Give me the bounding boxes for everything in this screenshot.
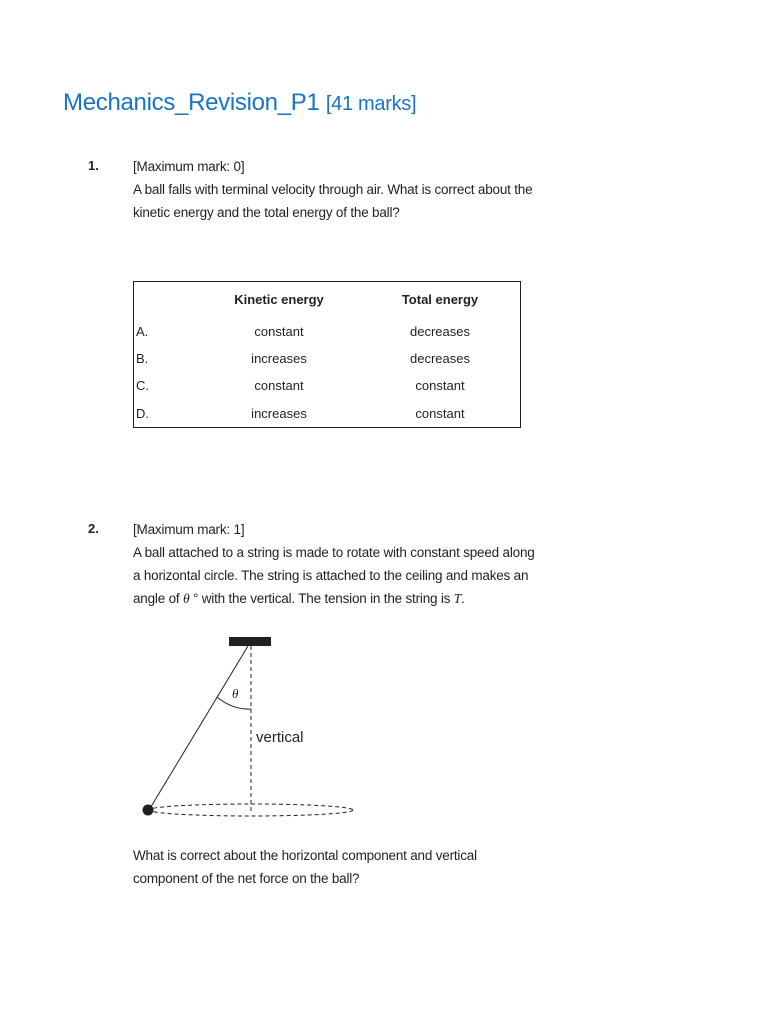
question-2-line-3 bbox=[133, 587, 593, 610]
option-c-row bbox=[134, 378, 520, 398]
option-total: constant bbox=[415, 406, 465, 421]
question-2-number: 2. bbox=[88, 521, 99, 536]
page-title bbox=[63, 89, 416, 117]
string-line bbox=[149, 646, 248, 810]
option-d-row bbox=[134, 406, 520, 426]
question-2-text bbox=[133, 518, 593, 610]
q2-text-fragment: angle of bbox=[133, 591, 183, 606]
question-1-line-1: A ball falls with terminal velocity through air. What is correct about the bbox=[133, 182, 533, 197]
document-title: Mechanics_Revision_P1 bbox=[63, 89, 320, 116]
header-kinetic-energy: Kinetic energy bbox=[234, 292, 324, 307]
theta-label: θ bbox=[232, 686, 239, 701]
question-2-followup-line-2: component of the net force on the ball? bbox=[133, 871, 360, 886]
question-1-number: 1. bbox=[88, 158, 99, 173]
option-kinetic: increases bbox=[251, 406, 307, 421]
question-2-followup bbox=[133, 844, 593, 890]
answer-table bbox=[133, 281, 521, 428]
conical-pendulum-figure bbox=[135, 630, 365, 830]
option-total: decreases bbox=[410, 351, 470, 366]
option-kinetic: increases bbox=[251, 351, 307, 366]
tension-symbol: T bbox=[453, 591, 462, 606]
ball bbox=[143, 805, 154, 816]
option-total: constant bbox=[415, 378, 465, 393]
vertical-label: vertical bbox=[256, 729, 304, 746]
question-2-line-2: a horizontal circle. The string is attached to the ceiling and makes an bbox=[133, 568, 529, 583]
option-b-row bbox=[134, 351, 520, 371]
question-1-max-mark: [Maximum mark: 0] bbox=[133, 159, 245, 174]
q2-text-fragment: ° with the vertical. The tension in the string is bbox=[189, 591, 454, 606]
option-a-row bbox=[134, 324, 520, 344]
q2-text-fragment: . bbox=[461, 591, 465, 606]
total-marks: [41 marks] bbox=[325, 93, 417, 115]
question-2-followup-line-1: What is correct about the horizontal component and vertical bbox=[133, 848, 477, 863]
header-total-energy: Total energy bbox=[401, 292, 479, 307]
option-letter: D. bbox=[136, 406, 149, 421]
ceiling-block bbox=[229, 637, 271, 646]
theta-symbol: θ bbox=[183, 591, 190, 606]
option-kinetic: constant bbox=[254, 378, 304, 393]
question-2-max-mark: [Maximum mark: 1] bbox=[133, 522, 245, 537]
option-letter: B. bbox=[136, 351, 149, 366]
option-total: decreases bbox=[410, 324, 470, 339]
question-1-text bbox=[133, 155, 593, 224]
option-letter: A. bbox=[136, 324, 149, 339]
question-2-line-1: A ball attached to a string is made to rotate with constant speed along bbox=[133, 545, 535, 560]
option-kinetic: constant bbox=[254, 324, 304, 339]
question-1-line-2: kinetic energy and the total energy of the ball? bbox=[133, 205, 400, 220]
option-letter: C. bbox=[136, 378, 149, 393]
pendulum-diagram bbox=[135, 630, 365, 825]
